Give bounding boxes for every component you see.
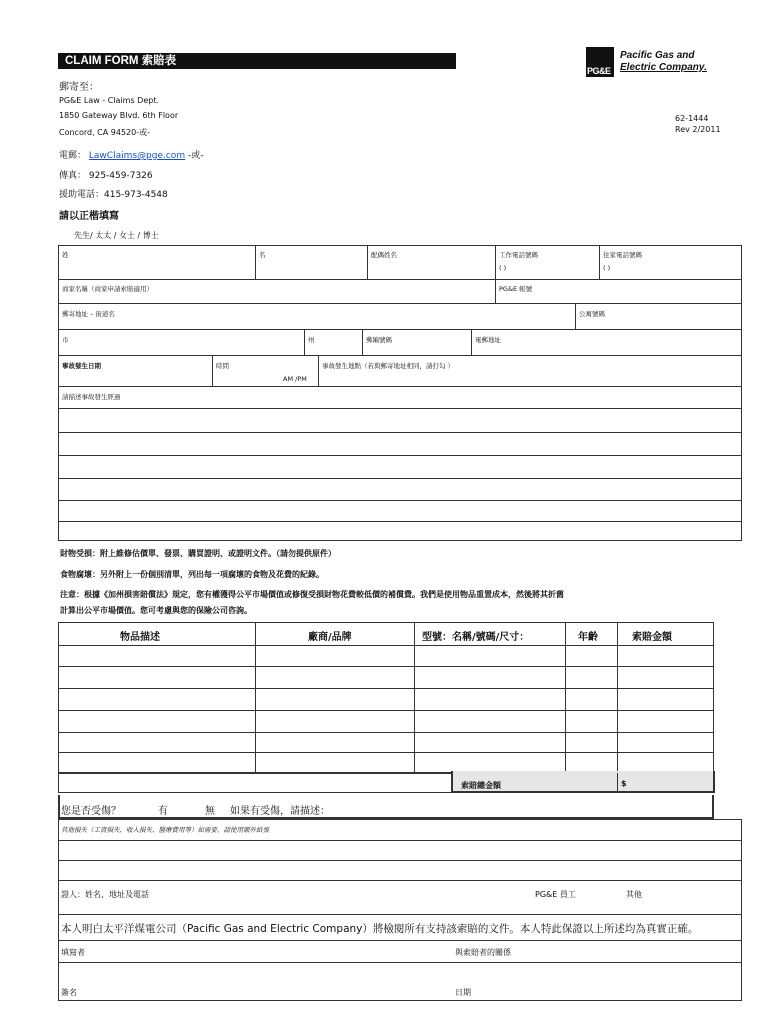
signature-field[interactable]: 簽名: [61, 988, 77, 997]
col-claim-amount: 索賠金額: [632, 632, 672, 643]
relationship-field[interactable]: 與索賠者的關係: [455, 948, 511, 957]
business-name-field[interactable]: 商家名稱（商家申請索賠適用）: [62, 285, 153, 293]
address-line-3: Concord, CA 94520-或-: [59, 128, 150, 137]
food-spoilage-note: 食物腐壞：另外附上一份個別清單，列出每一項腐壞的食物及花費的紀錄。: [60, 570, 324, 579]
city-field[interactable]: 市: [62, 336, 69, 344]
injury-describe-label: 如果有受傷，請描述：: [230, 806, 330, 817]
injury-yes-option[interactable]: 有: [158, 806, 168, 817]
witness-field[interactable]: 證人：姓名、地址及電話: [61, 890, 149, 899]
helpline-number: 援助電話：415-973-4548: [59, 190, 168, 200]
describe-incident-field[interactable]: 請描述事故發生經過: [62, 393, 121, 401]
mailing-address-field[interactable]: 郵寄地址 – 街道名: [62, 310, 115, 318]
injury-question: 您是否受傷？: [61, 806, 121, 817]
last-name-field[interactable]: 姓: [62, 251, 69, 259]
total-amount-label: 索賠總金額: [461, 781, 501, 790]
email-link[interactable]: LawClaims@pge.com: [88, 151, 186, 161]
form-number: 62-1444: [675, 114, 709, 123]
company-name-line1: Pacific Gas and: [620, 50, 695, 61]
injury-no-option[interactable]: 無: [205, 806, 215, 817]
first-name-field[interactable]: 名: [259, 251, 266, 259]
total-amount-field[interactable]: $: [621, 779, 627, 788]
property-damage-note: 財物受損：附上維修估價單、發票、購買證明、或證明文件。（請勿提供原件）: [60, 549, 336, 558]
form-title-banner: CLAIM FORM 索賠表: [58, 53, 456, 69]
form-revision: Rev 2/2011: [675, 125, 721, 134]
col-item-description: 物品描述: [120, 632, 160, 643]
title-options: 先生/ 太太 / 女士 / 博士: [74, 231, 159, 240]
col-manufacturer: 廠商/品牌: [308, 632, 352, 643]
print-instruction: 請以正楷填寫: [59, 211, 119, 222]
col-age: 年齡: [578, 632, 598, 643]
address-line-1: PG&E Law - Claims Dept.: [59, 96, 160, 105]
am-pm-label: AM /PM: [283, 375, 307, 383]
witness-other-option[interactable]: 其他: [626, 890, 642, 899]
fax-number: 傳真： 925-459-7326: [59, 171, 153, 181]
other-loss-field[interactable]: 其他損失（工資損失、收入損失、醫療費用等）如需要，請使用額外紙張: [61, 826, 269, 834]
certification-statement: 本人明白太平洋煤電公司（Pacific Gas and Electric Company）將檢閱所有支持該索賠的文件。本人特此保證以上所述均為真實正確。: [61, 923, 699, 935]
zip-field[interactable]: 郵編號碼: [366, 336, 392, 344]
address-line-2: 1850 Gateway Blvd. 6th Floor: [59, 111, 179, 120]
date-field[interactable]: 日期: [455, 988, 471, 997]
filled-by-field[interactable]: 填寫者: [61, 948, 85, 957]
work-phone-field[interactable]: 工作電話號碼: [499, 251, 538, 259]
state-field[interactable]: 州: [308, 336, 315, 344]
incident-date-field[interactable]: 事故發生日期: [62, 362, 101, 370]
work-phone-paren: ( ): [499, 264, 507, 272]
claimant-info-table: [58, 245, 742, 541]
home-phone-paren: ( ): [603, 264, 611, 272]
notice-note-line1: 注意：根據《加州損害賠償法》規定，您有權獲得公平市場價值或修復受損財物花費較低價的補償費。我們是使用物品重置成本，然後將其折舊: [60, 590, 564, 599]
col-model: 型號：名稱/號碼/尺寸：: [422, 632, 530, 643]
pge-account-field[interactable]: PG&E 帳號: [499, 285, 533, 293]
notice-note-line2: 計算出公平市場價值。您可考慮與您的保險公司咨詢。: [60, 606, 252, 615]
logo-text: PG&E: [587, 66, 611, 76]
incident-location-field[interactable]: 事故發生地點（若與郵寄地址相同，請打勾 ）: [322, 362, 455, 370]
lower-info-table: [58, 819, 742, 1001]
home-phone-field[interactable]: 住家電話號碼: [603, 251, 642, 259]
time-field[interactable]: 時間: [216, 362, 229, 370]
pge-logo: [586, 47, 614, 77]
apt-number-field[interactable]: 公寓號碼: [579, 310, 605, 318]
mail-to-label: 郵寄至：: [59, 82, 99, 93]
email-address-field[interactable]: 電郵地址: [475, 336, 501, 344]
spouse-name-field[interactable]: 配偶姓名: [371, 251, 397, 259]
witness-pge-employee-option[interactable]: PG&E 員工: [535, 890, 576, 899]
email-suffix: -或-: [187, 151, 204, 161]
email-label: 電郵：: [59, 151, 87, 161]
company-name-line2: Electric Company.: [620, 62, 707, 73]
